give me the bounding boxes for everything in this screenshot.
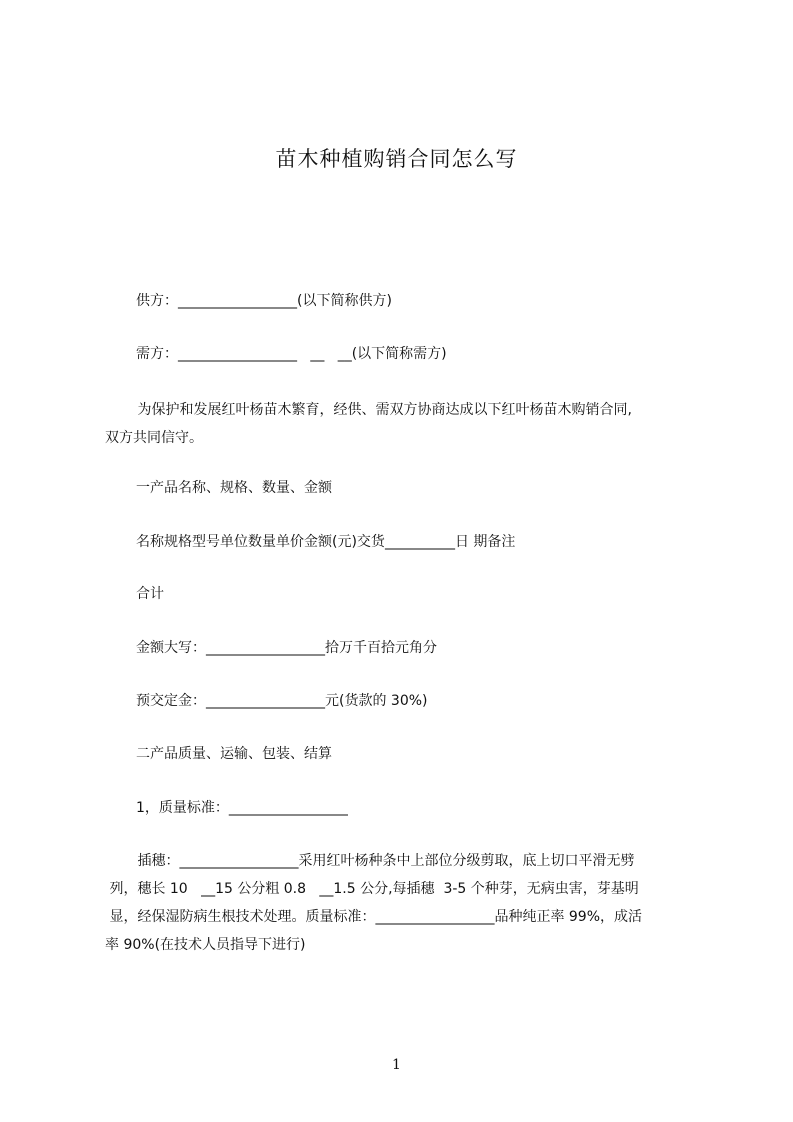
total-label: 合计 [136,586,164,602]
table-header-line [136,532,515,552]
document-title: 苗木种植购销合同怎么写 [275,147,518,171]
supplier-line [136,291,392,311]
deposit-line [136,691,428,711]
deposit-suffix: 元(货款的 30%) [325,693,428,709]
cutting-line-1: 插穗：_________________采用红叶杨种条中上部位分级剪取，底上切口平滑无劈 [133,853,635,869]
amount-words-suffix: 拾万千百拾元角分 [325,640,437,656]
quality-label: 1，质量标准： [136,800,229,816]
buyer-blank: _________________ [178,346,297,362]
quality-line [136,798,348,818]
page-number: 1 [392,1057,401,1073]
table-header-text: 名称规格型号单位数量单价金额(元)交货 [136,534,385,550]
supplier-blank: _________________ [178,293,297,309]
amount-words-line [136,638,437,658]
supplier-label: 供方： [136,293,178,309]
intro-line-1: 为保护和发展红叶杨苗木繁育，经供、需双方协商达成以下红叶杨苗木购销合同, [133,402,632,418]
cutting-line-2: 列，穗长 10 __15 公分粗 0.8 __1.5 公分,每插穗 3-5 个种芽，无病虫害，芽基明 [105,881,639,897]
intro-line-2: 双方共同信守。 [105,430,203,446]
cutting-line-4: 率 90%(在技术人员指导下进行) [105,937,306,953]
table-header-suffix: 日 期备注 [454,534,516,550]
buyer-extra-blanks: __ __ [297,346,352,362]
buyer-line [136,344,447,364]
cutting-line-3: 显，经保湿防病生根技术处理。质量标准：_________________品种纯正率 99%，成活 [105,909,643,925]
section-2-heading: 二产品质量、运输、包装、结算 [136,746,332,762]
buyer-label: 需方： [136,346,178,362]
amount-words-label: 金额大写： [136,640,206,656]
buyer-suffix: (以下简称需方) [351,346,447,362]
deposit-blank: _________________ [206,693,325,709]
delivery-blank: __________ [384,534,455,550]
supplier-suffix: (以下简称供方) [297,293,392,309]
amount-words-blank: _________________ [206,640,325,656]
deposit-label: 预交定金： [136,693,206,709]
section-1-heading: 一产品名称、规格、数量、金额 [136,480,332,496]
quality-blank: _________________ [228,800,348,816]
